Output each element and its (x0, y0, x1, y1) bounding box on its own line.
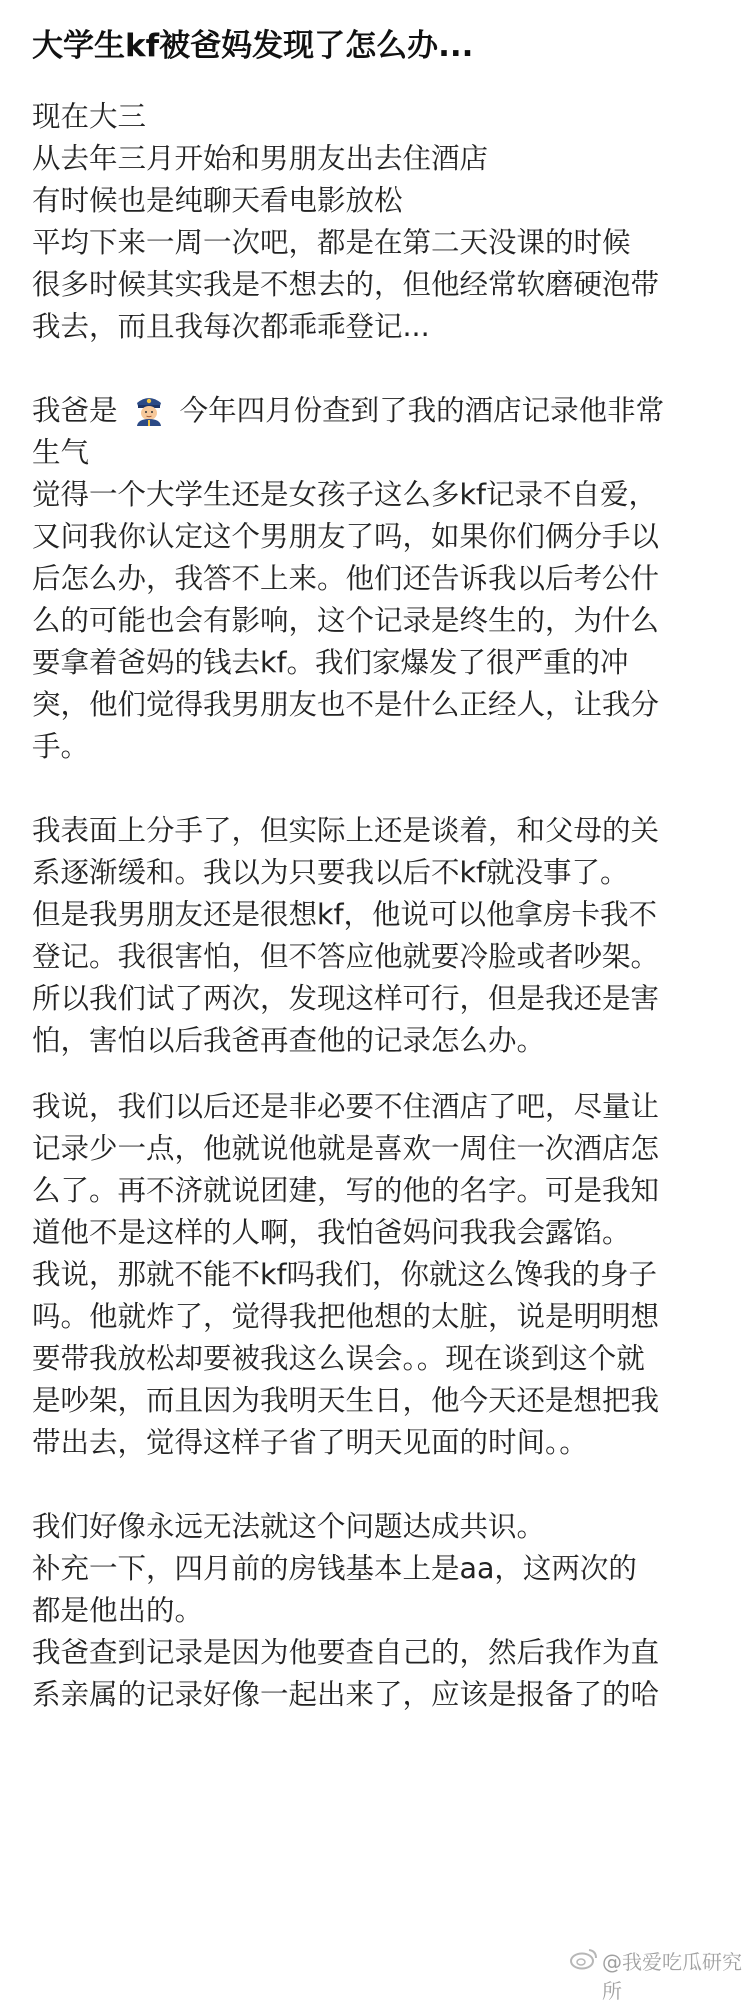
paragraph-gap (32, 348, 724, 390)
text-line: 我爸查到记录是因为他要查自己的，然后我作为直 (32, 1636, 660, 1669)
paragraph-5 (32, 1506, 724, 1716)
text-line-with-emoji (32, 390, 724, 432)
text-line: 现在大三 (32, 100, 147, 133)
text-line: 后怎么办，我答不上来。他们还告诉我以后考公什 (32, 562, 660, 595)
text-line: 都是他出的。 (32, 1594, 204, 1627)
text-line: 吗。他就炸了，觉得我把他想的太脏，说是明明想 (32, 1300, 660, 1333)
text-line: 道他不是这样的人啊，我怕爸妈问我我会露馅。 (32, 1216, 631, 1249)
text-line: 我说，那就不能不kf吗我们，你就这么馋我的身子 (32, 1258, 658, 1291)
paragraph-gap (32, 1062, 724, 1086)
text-line: 从去年三月开始和男朋友出去住酒店 (32, 142, 489, 175)
text-line: 我去，而且我每次都乖乖登记... (32, 310, 430, 343)
police-officer-icon (133, 392, 165, 426)
text-line: 我说，我们以后还是非必要不住酒店了吧，尽量让 (32, 1090, 660, 1123)
paragraph-1 (32, 96, 724, 348)
paragraph-gap (32, 1464, 724, 1506)
paragraph-2 (32, 390, 724, 768)
text-segment: 今年四月份查到了我的酒店记录他非常 (179, 394, 665, 427)
text-line: 系逐渐缓和。我以为只要我以后不kf就没事了。 (32, 856, 629, 889)
text-segment: 我爸是 (32, 394, 118, 427)
text-line: 生气 (32, 436, 90, 469)
text-line: 我们好像永远无法就这个问题达成共识。 (32, 1510, 546, 1543)
text-line: 怕，害怕以后我爸再查他的记录怎么办。 (32, 1024, 546, 1057)
text-line: 要带我放松却要被我这么误会。。现在谈到这个就 (32, 1342, 645, 1375)
text-line: 么的可能也会有影响，这个记录是终生的，为什么 (32, 604, 660, 637)
text-line: 手。 (32, 730, 90, 763)
text-line: 但是我男朋友还是很想kf，他说可以他拿房卡我不 (32, 898, 658, 931)
weibo-logo-icon (570, 1948, 598, 1970)
text-line: 记录少一点，他就说他就是喜欢一周住一次酒店怎 (32, 1132, 660, 1165)
text-line: 系亲属的记录好像一起出来了，应该是报备了的哈 (32, 1678, 660, 1711)
text-line: 突，他们觉得我男朋友也不是什么正经人，让我分 (32, 688, 660, 721)
paragraph-3 (32, 810, 724, 1062)
paragraph-4 (32, 1086, 724, 1464)
text-line: 补充一下，四月前的房钱基本上是aa，这两次的 (32, 1552, 637, 1585)
post-title: 大学生kf被爸妈发现了怎么办... (32, 28, 474, 64)
text-line: 要拿着爸妈的钱去kf。我们家爆发了很严重的冲 (32, 646, 629, 679)
text-line: 平均下来一周一次吧，都是在第二天没课的时候 (32, 226, 631, 259)
text-line: 又问我你认定这个男朋友了吗，如果你们俩分手以 (32, 520, 660, 553)
text-line: 觉得一个大学生还是女孩子这么多kf记录不自爱， (32, 478, 658, 511)
text-line: 是吵架，而且因为我明天生日，他今天还是想把我 (32, 1384, 660, 1417)
text-line: 有时候也是纯聊天看电影放松 (32, 184, 403, 217)
text-line: 带出去，觉得这样子省了明天见面的时间。。 (32, 1426, 588, 1459)
paragraph-gap (32, 768, 724, 810)
text-line: 登记。我很害怕，但不答应他就要冷脸或者吵架。 (32, 940, 660, 973)
text-line: 很多时候其实我是不想去的，但他经常软磨硬泡带 (32, 268, 660, 301)
text-line: 我表面上分手了，但实际上还是谈着，和父母的关 (32, 814, 660, 847)
text-line: 所以我们试了两次，发现这样可行，但是我还是害 (32, 982, 660, 1015)
watermark-text: @我爱吃瓜研究所 (602, 1950, 742, 2003)
text-line: 么了。再不济就说团建，写的他的名字。可是我知 (32, 1174, 660, 1207)
